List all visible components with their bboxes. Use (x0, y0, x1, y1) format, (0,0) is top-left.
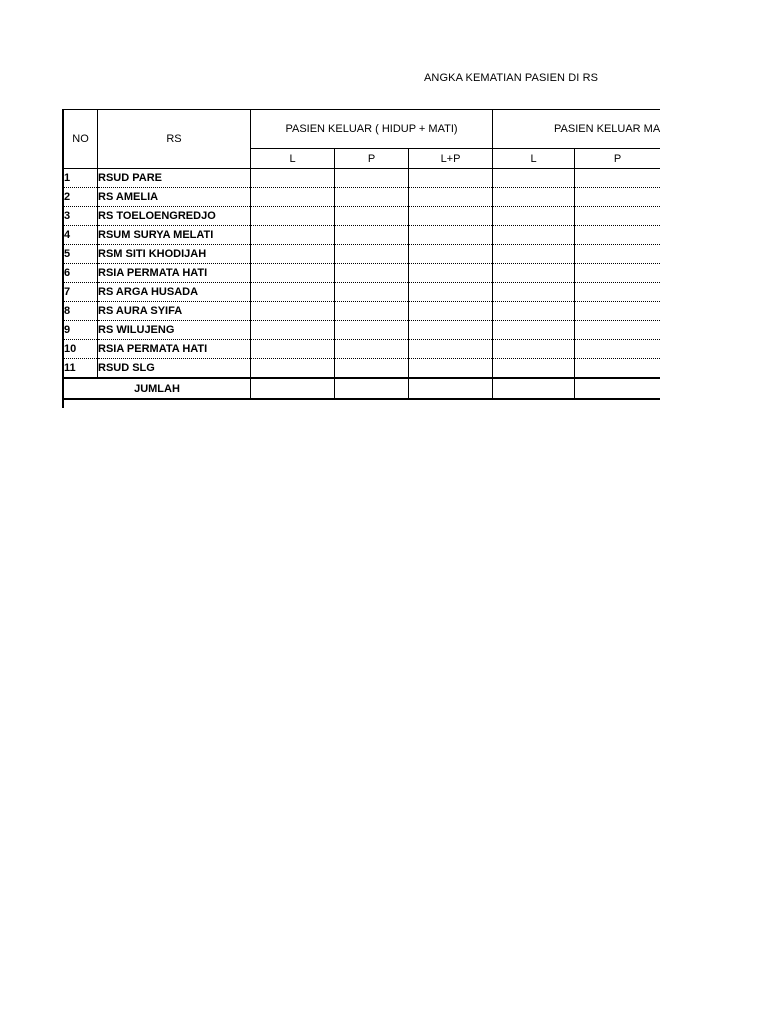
data-cell[interactable] (335, 359, 409, 379)
row-number: 10 (64, 340, 98, 359)
hospital-name: RSUD PARE (98, 169, 251, 188)
table-row (64, 302, 661, 321)
data-cell[interactable] (251, 226, 335, 245)
hospital-name: RSIA PERMATA HATI (98, 340, 251, 359)
data-cell[interactable] (251, 321, 335, 340)
row-number: 5 (64, 245, 98, 264)
data-cell[interactable] (251, 359, 335, 379)
data-cell[interactable] (409, 245, 493, 264)
hospital-name: RSUD SLG (98, 359, 251, 379)
data-cell[interactable] (335, 207, 409, 226)
hospital-name: RSM SITI KHODIJAH (98, 245, 251, 264)
data-cell[interactable] (251, 207, 335, 226)
table-row (64, 226, 661, 245)
data-cell[interactable] (251, 283, 335, 302)
data-cell[interactable] (409, 188, 493, 207)
table-row (64, 340, 661, 359)
total-row (64, 378, 661, 399)
data-cell[interactable] (409, 321, 493, 340)
total-cell[interactable] (335, 378, 409, 399)
total-cell[interactable] (493, 378, 575, 399)
table-row (64, 245, 661, 264)
data-cell[interactable] (335, 302, 409, 321)
row-number: 2 (64, 188, 98, 207)
row-number: 4 (64, 226, 98, 245)
table-row (64, 207, 661, 226)
data-cell[interactable] (575, 340, 660, 359)
row-number: 1 (64, 169, 98, 188)
data-cell[interactable] (335, 283, 409, 302)
hospital-name: RS AMELIA (98, 188, 251, 207)
data-cell[interactable] (335, 264, 409, 283)
table-body (64, 169, 661, 379)
data-cell[interactable] (251, 245, 335, 264)
data-cell[interactable] (575, 283, 660, 302)
data-cell[interactable] (575, 264, 660, 283)
page-title: ANGKA KEMATIAN PASIEN DI RS (424, 72, 599, 84)
data-cell[interactable] (493, 283, 575, 302)
total-cell[interactable] (575, 378, 660, 399)
data-cell[interactable] (409, 207, 493, 226)
data-cell[interactable] (335, 321, 409, 340)
data-cell[interactable] (251, 302, 335, 321)
header-no: NO (64, 110, 98, 169)
table-left-border (62, 109, 64, 408)
report-table (63, 109, 660, 400)
data-cell[interactable] (493, 207, 575, 226)
data-cell[interactable] (251, 169, 335, 188)
subheader-p-2: P (575, 149, 660, 169)
report-table-container (63, 109, 660, 408)
data-cell[interactable] (335, 226, 409, 245)
data-cell[interactable] (575, 321, 660, 340)
data-cell[interactable] (493, 321, 575, 340)
data-cell[interactable] (335, 245, 409, 264)
data-cell[interactable] (251, 188, 335, 207)
data-cell[interactable] (575, 226, 660, 245)
row-number: 7 (64, 283, 98, 302)
hospital-name: RSUM SURYA MELATI (98, 226, 251, 245)
row-number: 8 (64, 302, 98, 321)
data-cell[interactable] (409, 169, 493, 188)
data-cell[interactable] (575, 188, 660, 207)
table-row (64, 283, 661, 302)
total-cell[interactable] (409, 378, 493, 399)
data-cell[interactable] (575, 207, 660, 226)
header-group-pasien-keluar-mati: PASIEN KELUAR MA (493, 110, 660, 149)
subheader-l: L (251, 149, 335, 169)
data-cell[interactable] (493, 245, 575, 264)
subheader-p: P (335, 149, 409, 169)
subheader-l-2: L (493, 149, 575, 169)
subheader-lp: L+P (409, 149, 493, 169)
row-number: 9 (64, 321, 98, 340)
data-cell[interactable] (409, 226, 493, 245)
table-row (64, 359, 661, 379)
data-cell[interactable] (575, 245, 660, 264)
data-cell[interactable] (335, 340, 409, 359)
data-cell[interactable] (335, 188, 409, 207)
data-cell[interactable] (409, 283, 493, 302)
data-cell[interactable] (409, 340, 493, 359)
data-cell[interactable] (575, 359, 660, 379)
data-cell[interactable] (493, 226, 575, 245)
data-cell[interactable] (409, 359, 493, 379)
table-row (64, 169, 661, 188)
row-number: 6 (64, 264, 98, 283)
header-rs: RS (98, 110, 251, 169)
data-cell[interactable] (409, 264, 493, 283)
hospital-name: RS TOELOENGREDJO (98, 207, 251, 226)
data-cell[interactable] (493, 264, 575, 283)
total-cell[interactable] (251, 378, 335, 399)
data-cell[interactable] (493, 188, 575, 207)
table-row (64, 321, 661, 340)
table-row (64, 264, 661, 283)
data-cell[interactable] (493, 169, 575, 188)
hospital-name: RS ARGA HUSADA (98, 283, 251, 302)
row-number: 3 (64, 207, 98, 226)
row-number: 11 (64, 359, 98, 379)
hospital-name: RS WILUJENG (98, 321, 251, 340)
data-cell[interactable] (251, 264, 335, 283)
data-cell[interactable] (335, 169, 409, 188)
table-row (64, 188, 661, 207)
data-cell[interactable] (575, 302, 660, 321)
header-group-pasien-keluar: PASIEN KELUAR ( HIDUP + MATI) (251, 110, 493, 149)
data-cell[interactable] (493, 340, 575, 359)
data-cell[interactable] (409, 302, 493, 321)
data-cell[interactable] (493, 359, 575, 379)
hospital-name: RS AURA SYIFA (98, 302, 251, 321)
total-label: JUMLAH (64, 378, 251, 399)
data-cell[interactable] (575, 169, 660, 188)
data-cell[interactable] (493, 302, 575, 321)
data-cell[interactable] (251, 340, 335, 359)
hospital-name: RSIA PERMATA HATI (98, 264, 251, 283)
